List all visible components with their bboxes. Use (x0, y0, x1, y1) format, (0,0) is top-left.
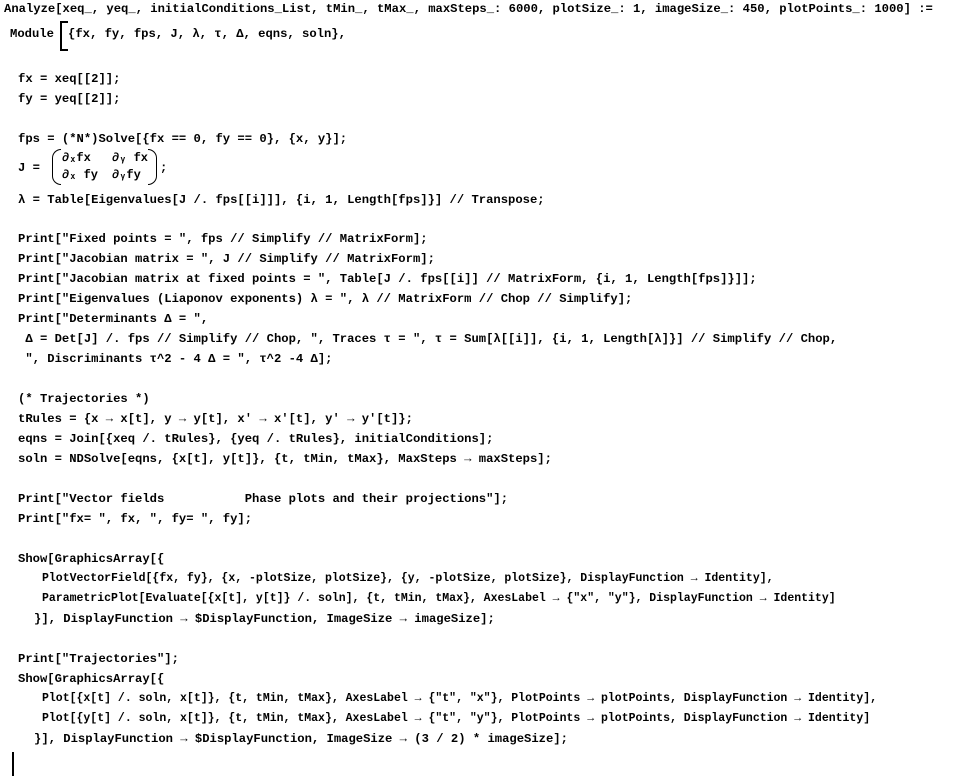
code-line-print-jacobian-fps[interactable]: Print["Jacobian matrix at fixed points = ", Table[J /. fps[[i]] // MatrixForm, {i, 1, Length[fps]}]]; (18, 272, 757, 286)
code-line-determinants-expr[interactable]: Δ = Det[J] /. fps // Simplify // Chop, ", Traces τ = ", τ = Sum[λ[[i]], {i, 1, Length[λ]}] // Simplify // Chop, (18, 332, 838, 346)
code-line-comment[interactable]: (* Trajectories *) (18, 392, 150, 406)
matrix-cell: ∂ₓ fy (62, 168, 99, 182)
code-line-eqns[interactable]: eqns = Join[{xeq /. tRules}, {yeq /. tRules}, initialConditions]; (18, 432, 494, 446)
code-line-print-jacobian[interactable]: Print["Jacobian matrix = ", J // Simplify // MatrixForm]; (18, 252, 435, 266)
code-line-definition[interactable]: Analyze[xeq_, yeq_, initialConditions_List, tMin_, tMax_, maxSteps_: 6000, plotSize_: 1, imageSize_: 450, plotPoints_: 1000] := (4, 2, 933, 16)
code-line-jacobian-end[interactable]: ; (160, 161, 168, 175)
code-line-plot-y[interactable]: Plot[{y[t] /. soln, x[t]}, {t, tMin, tMax}, AxesLabel → {"t", "y"}, PlotPoints → plotPoints, DisplayFunction → Identity] (42, 712, 871, 725)
closing-bracket (12, 752, 17, 776)
code-line-lambda[interactable]: λ = Table[Eigenvalues[J /. fps[[i]]], {i, 1, Length[fps]}] // Transpose; (18, 193, 545, 207)
code-line-module[interactable]: Module (10, 27, 54, 41)
code-line-show-2[interactable]: Show[GraphicsArray[{ (18, 672, 165, 686)
matrix-cell: ∂ᵧ fx (112, 151, 149, 165)
code-line-show-2-end[interactable]: }], DisplayFunction → $DisplayFunction, ImageSize → (3 / 2) * imageSize]; (34, 732, 568, 746)
code-line-soln[interactable]: soln = NDSolve[eqns, {x[t], y[t]}, {t, tMin, tMax}, MaxSteps → maxSteps]; (18, 452, 552, 466)
code-line-plotvectorfield[interactable]: PlotVectorField[{fx, fy}, {x, -plotSize, plotSize}, {y, -plotSize, plotSize}, DisplayFunction → Identity], (42, 572, 774, 585)
code-line-fx[interactable]: fx = xeq[[2]]; (18, 72, 121, 86)
matrix-right-paren (148, 149, 157, 185)
code-line-trules[interactable]: tRules = {x → x[t], y → y[t], x' → x'[t], y' → y'[t]}; (18, 412, 413, 426)
code-line-print-determinants[interactable]: Print["Determinants Δ = ", (18, 312, 209, 326)
code-line-parametricplot[interactable]: ParametricPlot[Evaluate[{x[t], y[t]} /. soln], {t, tMin, tMax}, AxesLabel → {"x", "y"}, DisplayFunction → Identity] (42, 592, 836, 605)
matrix-left-paren (52, 149, 61, 185)
module-bracket (60, 21, 68, 51)
code-line-discriminants[interactable]: ", Discriminants τ^2 - 4 Δ = ", τ^2 -4 Δ]; (18, 352, 333, 366)
code-line-show-1[interactable]: Show[GraphicsArray[{ (18, 552, 165, 566)
code-line-show-1-end[interactable]: }], DisplayFunction → $DisplayFunction, ImageSize → imageSize]; (34, 612, 495, 626)
code-line-print-fixed[interactable]: Print["Fixed points = ", fps // Simplify // MatrixForm]; (18, 232, 428, 246)
code-line-jacobian-label[interactable]: J = (18, 161, 48, 175)
code-line-print-fxfy[interactable]: Print["fx= ", fx, ", fy= ", fy]; (18, 512, 253, 526)
code-line-fps[interactable]: fps = (*N*)Solve[{fx == 0, fy == 0}, {x, y}]; (18, 132, 348, 146)
matrix-cell: ∂ᵧfy (112, 168, 141, 182)
code-line-print-eigenvalues[interactable]: Print["Eigenvalues (Liaponov exponents) λ = ", λ // MatrixForm // Chop // Simplify]; (18, 292, 633, 306)
code-line-print-vector[interactable]: Print["Vector fields Phase plots and their projections"]; (18, 492, 509, 506)
matrix-cell: ∂ₓfx (62, 151, 91, 165)
code-line-fy[interactable]: fy = yeq[[2]]; (18, 92, 121, 106)
code-line-locals[interactable]: {fx, fy, fps, J, λ, τ, Δ, eqns, soln}, (68, 27, 346, 41)
code-line-plot-x[interactable]: Plot[{x[t] /. soln, x[t]}, {t, tMin, tMax}, AxesLabel → {"t", "x"}, PlotPoints → plotPoints, DisplayFunction → Identity], (42, 692, 878, 705)
code-line-print-trajectories[interactable]: Print["Trajectories"]; (18, 652, 179, 666)
